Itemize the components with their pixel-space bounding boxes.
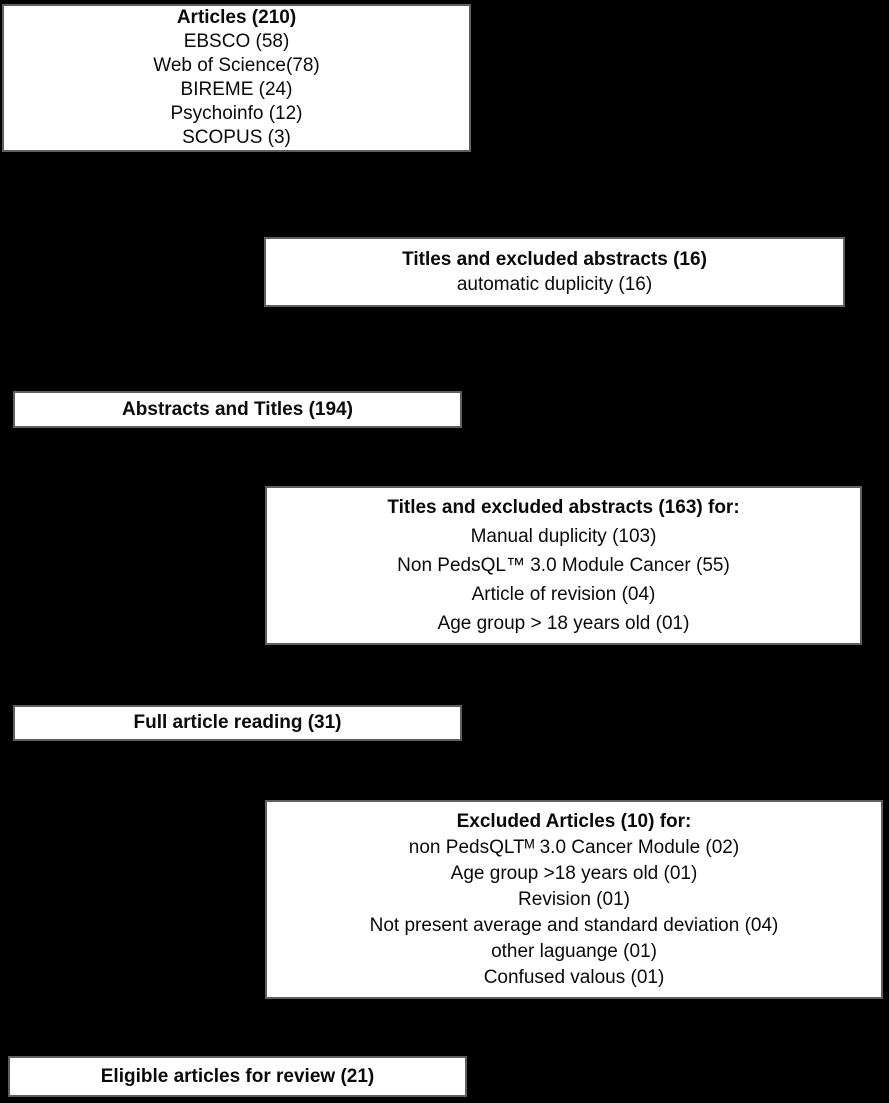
node-title: Articles (210) bbox=[176, 7, 297, 28]
node-title: Full article reading (31) bbox=[133, 712, 342, 733]
exclusion-reason-confused-values: Confused valous (01) bbox=[483, 966, 665, 988]
exclusion-reason-article-of-revision: Article of revision (04) bbox=[471, 584, 656, 605]
exclusion-reason-other-language: other laguange (01) bbox=[491, 940, 657, 962]
exclusion-reason-non-pedsql-module: Non PedsQL™ 3.0 Module Cancer (55) bbox=[397, 555, 730, 576]
exclusion-reason-age-group: Age group >18 years old (01) bbox=[450, 862, 698, 884]
exclusion-reason-automatic-duplicity: automatic duplicity (16) bbox=[456, 274, 653, 295]
exclusion-reason-manual-duplicity: Manual duplicity (103) bbox=[470, 526, 657, 547]
source-count-bireme: BIREME (24) bbox=[180, 79, 293, 100]
source-count-psychoinfo: Psychoinfo (12) bbox=[170, 103, 303, 124]
node-titles-excluded-16 bbox=[264, 237, 845, 307]
exclusion-reason-no-average-sd: Not present average and standard deviation (04) bbox=[369, 914, 779, 936]
node-abstracts-and-titles bbox=[13, 391, 462, 428]
node-title: Abstracts and Titles (194) bbox=[122, 398, 353, 420]
node-title: Eligible articles for review (21) bbox=[100, 1065, 375, 1087]
node-title: Excluded Articles (10) for: bbox=[456, 810, 692, 832]
node-eligible-articles bbox=[8, 1056, 467, 1097]
node-title: Titles and excluded abstracts (163) for: bbox=[387, 497, 740, 518]
source-count-ebsco: EBSCO (58) bbox=[183, 31, 290, 52]
node-title: Titles and excluded abstracts (16) bbox=[402, 249, 707, 270]
node-titles-excluded-163 bbox=[265, 486, 862, 645]
node-articles-identified bbox=[2, 4, 471, 152]
exclusion-reason-non-pedsql-cancer-module: non PedsQLTᴹ 3.0 Cancer Module (02) bbox=[408, 836, 740, 858]
source-count-web-of-science: Web of Science(78) bbox=[153, 55, 320, 76]
exclusion-reason-revision: Revision (01) bbox=[518, 888, 630, 910]
node-excluded-articles-10 bbox=[265, 800, 883, 999]
source-count-scopus: SCOPUS (3) bbox=[182, 127, 291, 148]
exclusion-reason-age-group: Age group > 18 years old (01) bbox=[437, 613, 690, 634]
node-full-article-reading bbox=[13, 705, 462, 741]
